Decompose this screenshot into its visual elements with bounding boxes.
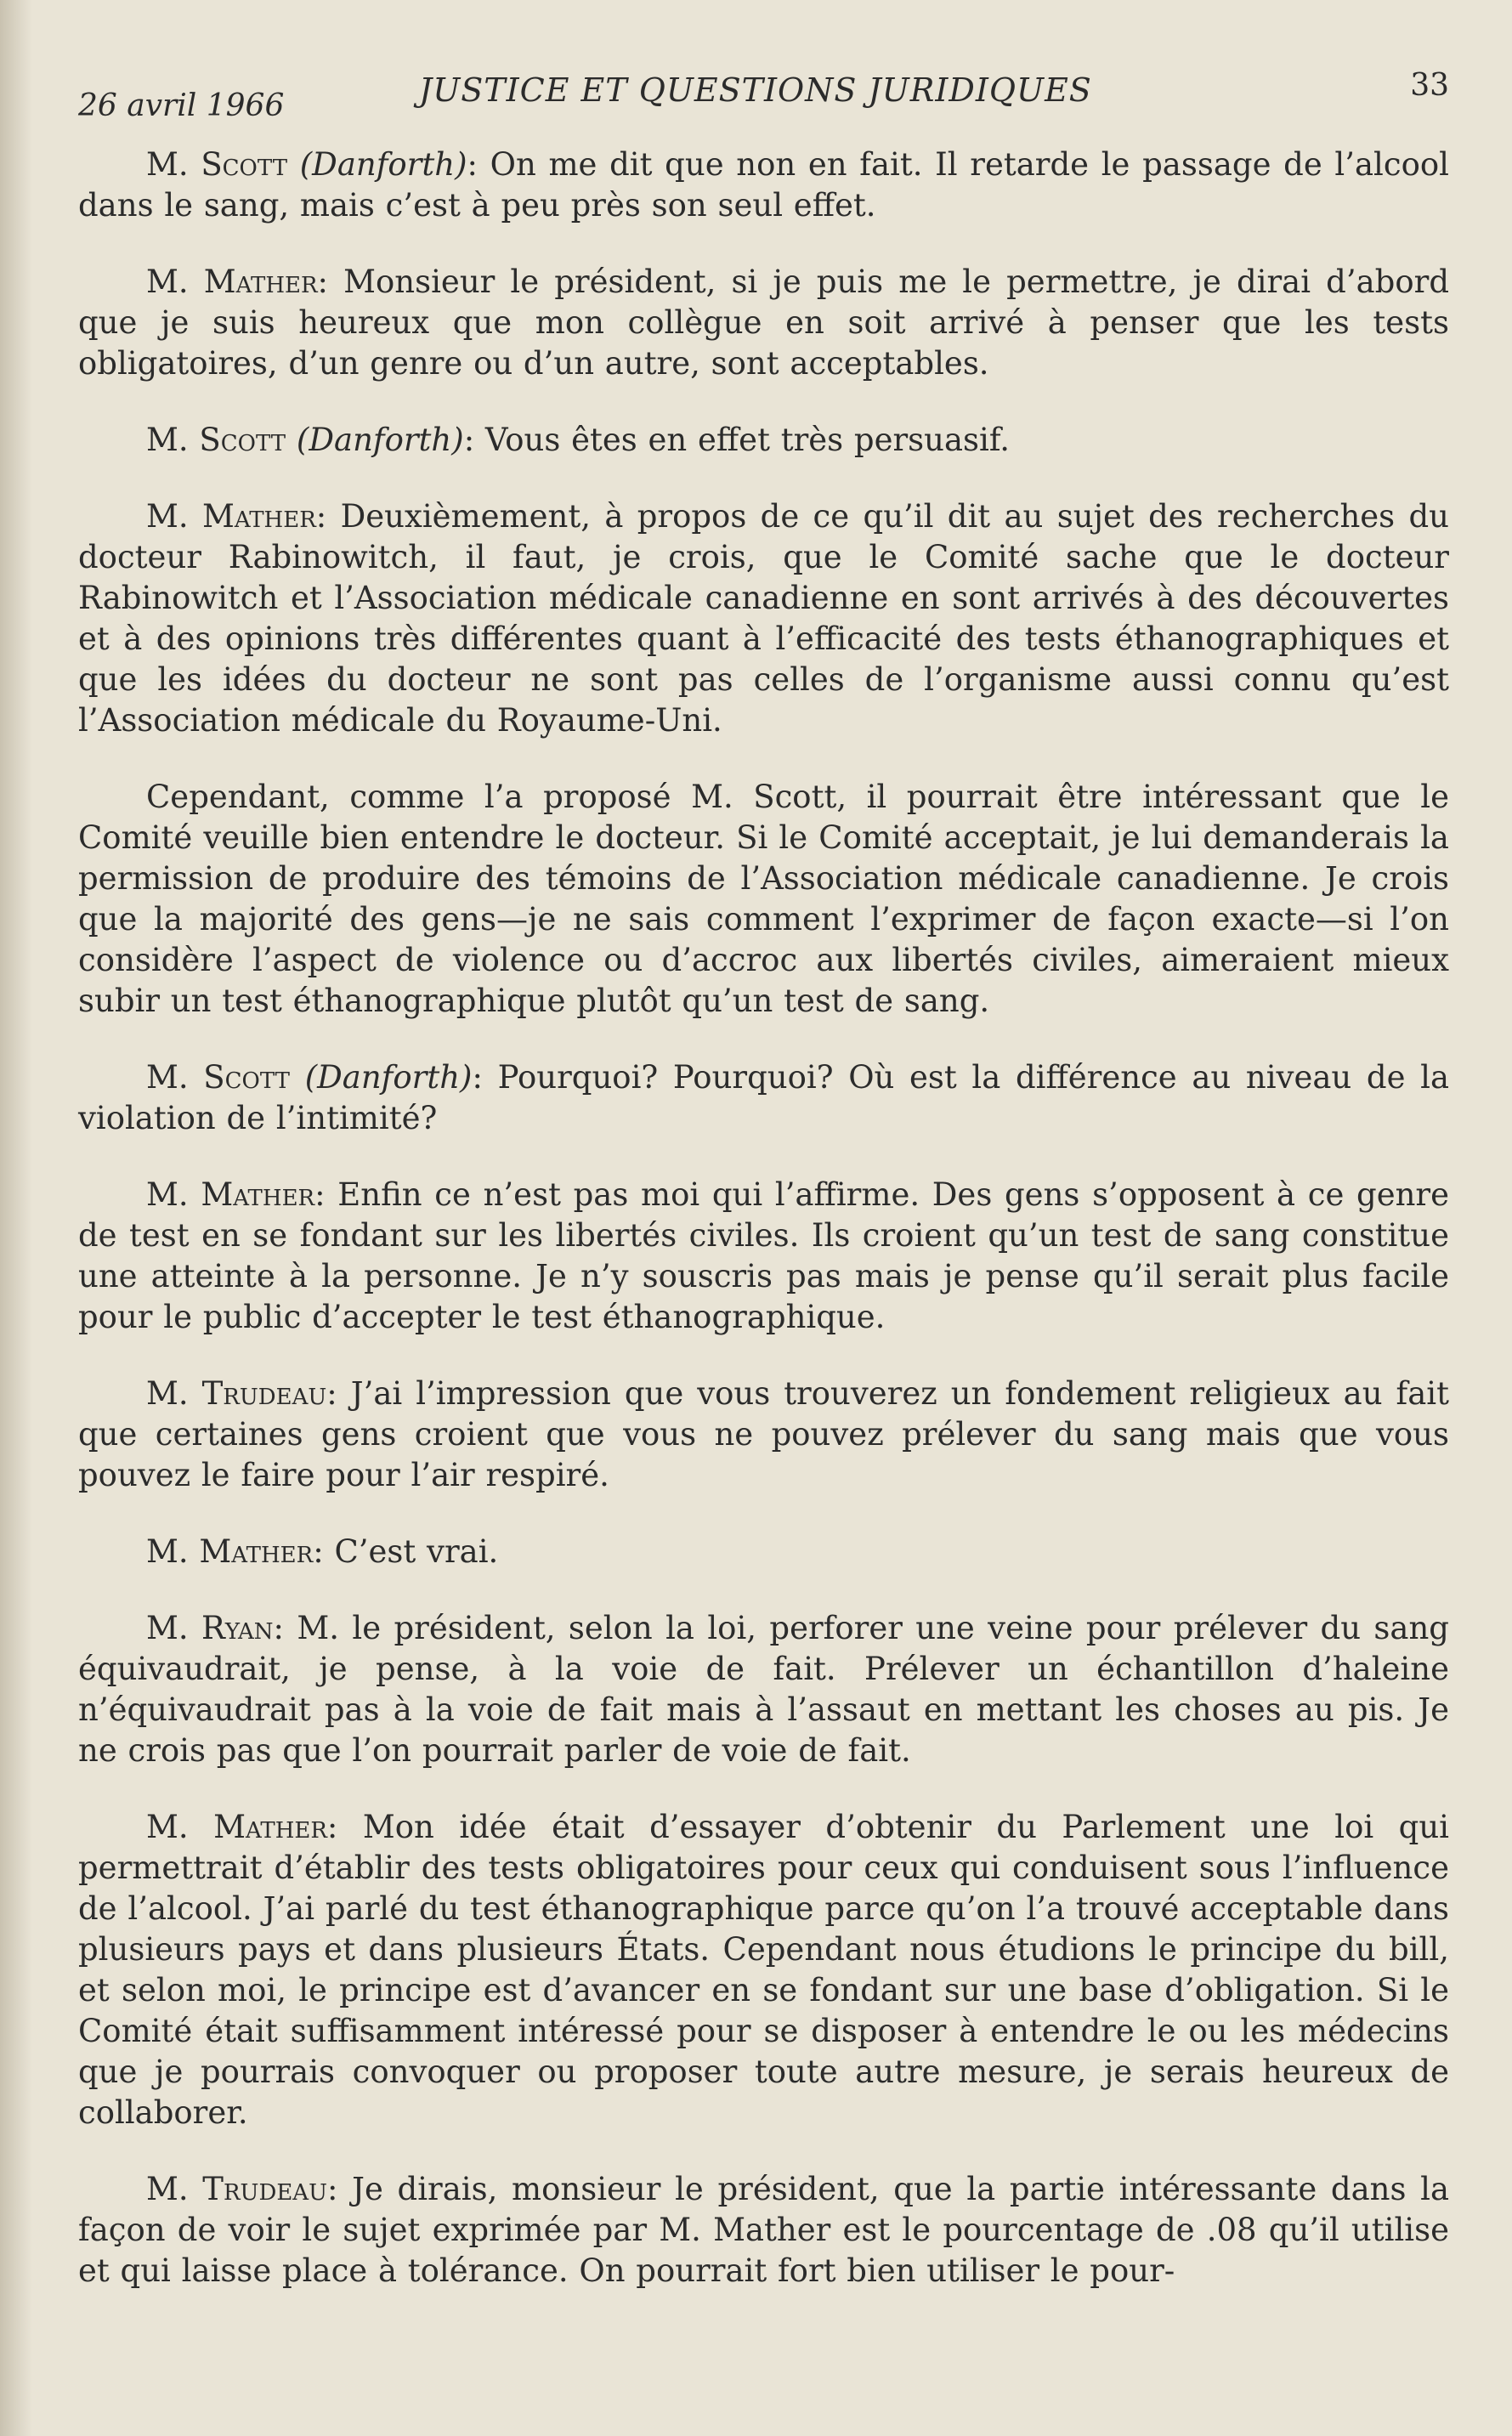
paragraph [78,1532,1449,1572]
paragraph [78,262,1449,384]
speaker-riding: (Danforth) [299,146,467,183]
speaker-separator: : [327,2171,353,2207]
paragraph-text: C’est vrai. [334,1533,499,1570]
speaker-separator: : [326,1809,363,1845]
speaker-name: M. Ryan [146,1610,274,1646]
header-date: 26 avril 1966 [78,88,285,123]
speaker-name: M. Trudeau [146,2171,327,2207]
paragraph [78,496,1449,741]
speaker-name: M. Trudeau [146,1375,327,1412]
paragraph-text: J’ai l’impression que vous trouverez un fondement religieux au fait que certaines gens croient que vous ne pouvez prélever du sang mais que vous pouvez le faire pour l’air respiré. [78,1375,1449,1493]
paragraph-text: M. le président, selon la loi, perforer une veine pour prélever du sang équivaudrait, je pense, à la voie de fait. Prélever un échantillon d’haleine n’équivaudrait pas à la voie de fait mais à l’assaut en mettant les choses au pis. Je ne crois pas que l’on pourrait parler de voie de fait. [78,1610,1449,1769]
paragraph [78,2169,1449,2292]
speaker-riding: (Danforth) [304,1059,473,1096]
paragraph [78,420,1449,461]
paragraph-text: Pourquoi? Pourquoi? Où est la différence au niveau de la violation de l’intimité? [78,1059,1450,1136]
page-binding-shadow [0,0,32,2436]
paragraph-text: Je dirais, monsieur le président, que la partie intéressante dans la façon de voir le sujet exprimée par M. Mather est le pourcentage de .08 qu’il utilise et qui laisse place à tolérance. On pourrait fort bien utiliser le pour- [78,2171,1449,2289]
paragraph-text: Vous êtes en effet très persuasif. [484,422,1011,458]
paragraph-text: Mon idée était d’essayer d’obtenir du Parlement une loi qui permettrait d’établir des tests obligatoires pour ceux qui conduisent sous l’influence de l’alcool. J’ai parlé du test éthanographique parce qu’on l’a trouvé acceptable dans plusieurs pays et dans plusieurs États. Cependant nous étudions le principe du bill, et selon moi, le principe est d’avancer en se fondant sur une base d’obligation. Si le Comité était suffisamment intéressé pour se disposer à entendre le ou les médecins que je pourrais convoquer ou proposer toute autre mesure, je serais heureux de collaborer. [78,1809,1449,2131]
paragraph [78,144,1449,226]
speaker-name: M. Mather [146,1533,314,1570]
paragraph-text: Cependant, comme l’a proposé M. Scott, il pourrait être intéressant que le Comité veuille bien entendre le docteur. Si le Comité acceptait, je lui demanderais la permission de produire des témoins de l’Association médicale canadienne. Je crois que la majorité des gens—je ne sais comment l’exprimer de façon exacte—si l’on considère l’aspect de violence ou d’accroc aux libertés civiles, aimeraient mieux subir un test éthanographique plutôt qu’un test de sang. [78,779,1449,1019]
speaker-separator: : [273,1610,297,1646]
paragraph [78,1807,1449,2133]
speaker-separator: : [315,498,341,535]
speaker-name: M. Scott [146,1059,291,1096]
speaker-separator: : [317,263,344,300]
speaker-name: M. Scott [146,146,288,183]
paragraph [78,1057,1449,1139]
speaker-name: M. Mather [146,498,316,535]
speaker-name: M. Scott [146,422,286,458]
header-title: JUSTICE ET QUESTIONS JURIDIQUES [419,71,1092,109]
paragraph [78,777,1449,1022]
paragraph [78,1175,1449,1338]
speaker-separator: : [472,1059,498,1096]
running-header [51,51,1462,144]
transcript-body [51,144,1462,2292]
speaker-name: M. Mather [146,1176,315,1213]
speaker-riding: (Danforth) [296,422,464,458]
paragraph-text: Deuxièmement, à propos de ce qu’il dit au sujet des recherches du docteur Rabinowitch, il faut, je crois, que le Comité sache que le docteur Rabinowitch et l’Association médicale canadienne en sont arrivés à des découvertes et à des opinions très différentes quant à l’efficacité des tests éthanographiques et que les idées du docteur ne sont pas celles de l’organisme aussi connu qu’est l’Association médicale du Royaume-Uni. [78,498,1449,739]
document-page [51,51,1462,2397]
speaker-name: M. Mather [146,263,318,300]
speaker-separator: : [467,146,490,183]
paragraph-text: Monsieur le président, si je puis me le permettre, je dirai d’abord que je suis heureux que mon collègue en soit arrivé à penser que les tests obligatoires, d’un genre ou d’un autre, sont acceptables. [78,263,1449,382]
speaker-separator: : [313,1533,335,1570]
paragraph [78,1608,1449,1771]
page-number: 33 [1410,68,1449,103]
speaker-separator: : [326,1375,351,1412]
paragraph-text: On me dit que non en fait. Il retarde le passage de l’alcool dans le sang, mais c’est à peu près son seul effet. [78,146,1449,224]
paragraph [78,1374,1449,1496]
speaker-separator: : [314,1176,338,1213]
speaker-separator: : [463,422,485,458]
speaker-name: M. Mather [146,1809,327,1845]
paragraph-text: Enfin ce n’est pas moi qui l’affirme. Des gens s’opposent à ce genre de test en se fondant sur les libertés civiles. Ils croient qu’un test de sang constitue une atteinte à la personne. Je n’y souscris pas mais je pense qu’il serait plus facile pour le public d’accepter le test éthanographique. [78,1176,1450,1335]
